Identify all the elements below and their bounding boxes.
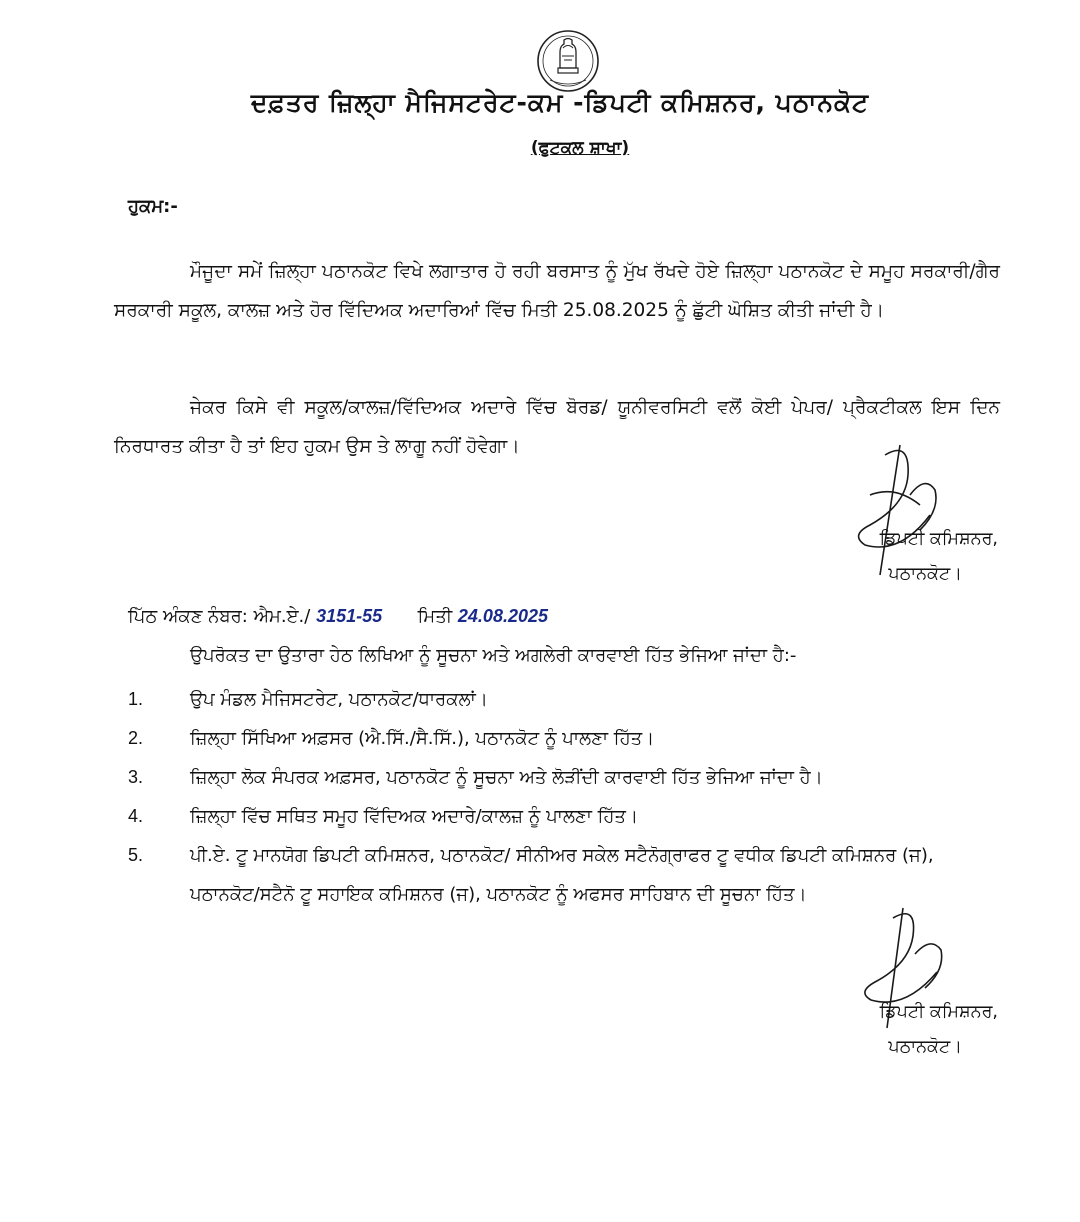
signature-block-1: [836, 522, 998, 592]
signature-block-2: [836, 995, 998, 1065]
office-title: ਦਫ਼ਤਰ ਜ਼ਿਲ੍ਹਾ ਮੈਜਿਸਟਰੇਟ-ਕਮ -ਡਿਪਟੀ ਕਮਿਸ਼ਨਰ, ਪਠਾਨਕੋਟ: [250, 88, 870, 117]
list-item-text: ਜ਼ਿਲ੍ਹਾ ਸਿੱਖਿਆ ਅਫ਼ਸਰ (ਐ.ਸਿੱ./ਸੈ.ਸਿੱ.), ਪਠਾਨਕੋਟ ਨੂੰ ਪਾਲਣਾ ਹਿੱਤ।: [190, 728, 655, 749]
list-item: [128, 680, 1008, 719]
list-item: [128, 719, 1008, 758]
list-item-text: ਪੀ.ਏ. ਟੂ ਮਾਨਯੋਗ ਡਿਪਟੀ ਕਮਿਸ਼ਨਰ, ਪਠਾਨਕੋਟ/ ਸੀਨੀਅਰ ਸਕੇਲ ਸਟੈਨੋਗ੍ਰਾਫਰ ਟੂ ਵਧੀਕ ਡਿਪਟੀ ਕਮਿਸ਼ਨਰ (ਜ), ਪਠਾਨਕੋਟ/ਸਟੈਨੋ ਟੂ ਸਹਾਇਕ ਕਮਿਸ਼ਨਰ (ਜ), ਪਠਾਨਕੋਟ ਨੂੰ ਅਫਸਰ ਸਾਹਿਬਾਨ ਦੀ ਸੂਚਨਾ ਹਿੱਤ।: [190, 845, 934, 905]
order-paragraph-2: ਜੇਕਰ ਕਿਸੇ ਵੀ ਸਕੂਲ/ਕਾਲਜ਼/ਵਿੱਦਿਅਕ ਅਦਾਰੇ ਵਿੱਚ ਬੋਰਡ/ ਯੂਨੀਵਰਸਿਟੀ ਵਲੋਂ ਕੋਈ ਪੇਪਰ/ ਪ੍ਰੈਕਟੀਕਲ ਇਸ ਦਿਨ ਨਿਰਧਾਰਤ ਕੀਤਾ ਹੈ ਤਾਂ ਇਹ ਹੁਕਮ ਉਸ ਤੇ ਲਾਗੂ ਨਹੀਂ ਹੋਵੇਗਾ।: [114, 397, 1000, 457]
list-item-text: ਜ਼ਿਲ੍ਹਾ ਲੋਕ ਸੰਪਰਕ ਅਫ਼ਸਰ, ਪਠਾਨਕੋਟ ਨੂੰ ਸੂਚਨਾ ਅਤੇ ਲੋੜੀਂਦੀ ਕਾਰਵਾਈ ਹਿੱਤ ਭੇਜਿਆ ਜਾਂਦਾ ਹੈ।: [190, 767, 823, 788]
list-item: [128, 758, 1008, 797]
government-emblem-icon: [536, 28, 600, 94]
order-paragraph-1: ਮੌਜੂਦਾ ਸਮੇਂ ਜ਼ਿਲ੍ਹਾ ਪਠਾਨਕੋਟ ਵਿਖੇ ਲਗਾਤਾਰ ਹੋ ਰਹੀ ਬਰਸਾਤ ਨੂੰ ਮੁੱਖ ਰੱਖਦੇ ਹੋਏ ਜ਼ਿਲ੍ਹਾ ਪਠਾਨਕੋਟ ਦੇ ਸਮੂਹ ਸਰਕਾਰੀ/ਗੈਰ ਸਰਕਾਰੀ ਸਕੂਲ, ਕਾਲਜ਼ ਅਤੇ ਹੋਰ ਵਿੱਦਿਅਕ ਅਦਾਰਿਆਂ ਵਿੱਚ ਮਿਤੀ 25.08.2025 ਨੂੰ ਛੁੱਟੀ ਘੋਸ਼ਿਤ ਕੀਤੀ ਜਾਂਦੀ ਹੈ।: [114, 261, 1000, 321]
list-item-text: ਜ਼ਿਲ੍ਹਾ ਵਿੱਚ ਸਥਿਤ ਸਮੂਹ ਵਿੱਦਿਅਕ ਅਦਾਰੇ/ਕਾਲਜ਼ ਨੂੰ ਪਾਲਣਾ ਹਿੱਤ।: [190, 806, 639, 827]
list-item-number: 3.: [128, 767, 144, 787]
signatory-designation: ਡਿਪਟੀ ਕਮਿਸ਼ਨਰ,: [879, 529, 998, 549]
list-item: [128, 797, 1008, 836]
list-item-number: 2.: [128, 728, 144, 748]
list-item-number: 5.: [128, 845, 144, 865]
signatory-place: ਪਠਾਨਕੋਟ।: [888, 564, 962, 584]
endorsement-line: [128, 606, 548, 627]
branch-name: (ਫੁਟਕਲ ਸ਼ਾਖਾ): [530, 138, 630, 158]
signatory-designation: ਡਿਪਟੀ ਕਮਿਸ਼ਨਰ,: [879, 1002, 998, 1022]
endorsement-date-label: ਮਿਤੀ: [417, 606, 453, 627]
list-item-number: 1.: [128, 689, 144, 709]
list-item-text: ਉਪ ਮੰਡਲ ਮੈਜਿਸਟਰੇਟ, ਪਠਾਨਕੋਟ/ਧਾਰਕਲਾਂ।: [190, 689, 488, 710]
endorsement-date: 24.08.2025: [457, 606, 548, 626]
signatory-place: ਪਠਾਨਕੋਟ।: [888, 1037, 962, 1057]
list-item-number: 4.: [128, 806, 144, 826]
endorsement-number: 3151-55: [316, 606, 383, 626]
recipient-list: [128, 680, 1008, 914]
endorsement-label: ਪਿੱਠ ਅੰਕਣ ਨੰਬਰ: ਐਮ.ਏ./: [128, 606, 311, 627]
order-heading: ਹੁਕਮ:-: [128, 196, 178, 217]
endorsement-intro: ਉਪਰੋਕਤ ਦਾ ਉਤਾਰਾ ਹੇਠ ਲਿਖਿਆ ਨੂੰ ਸੂਚਨਾ ਅਤੇ ਅਗਲੇਰੀ ਕਾਰਵਾਈ ਹਿੱਤ ਭੇਜਿਆ ਜਾਂਦਾ ਹੈ:-: [190, 645, 797, 666]
